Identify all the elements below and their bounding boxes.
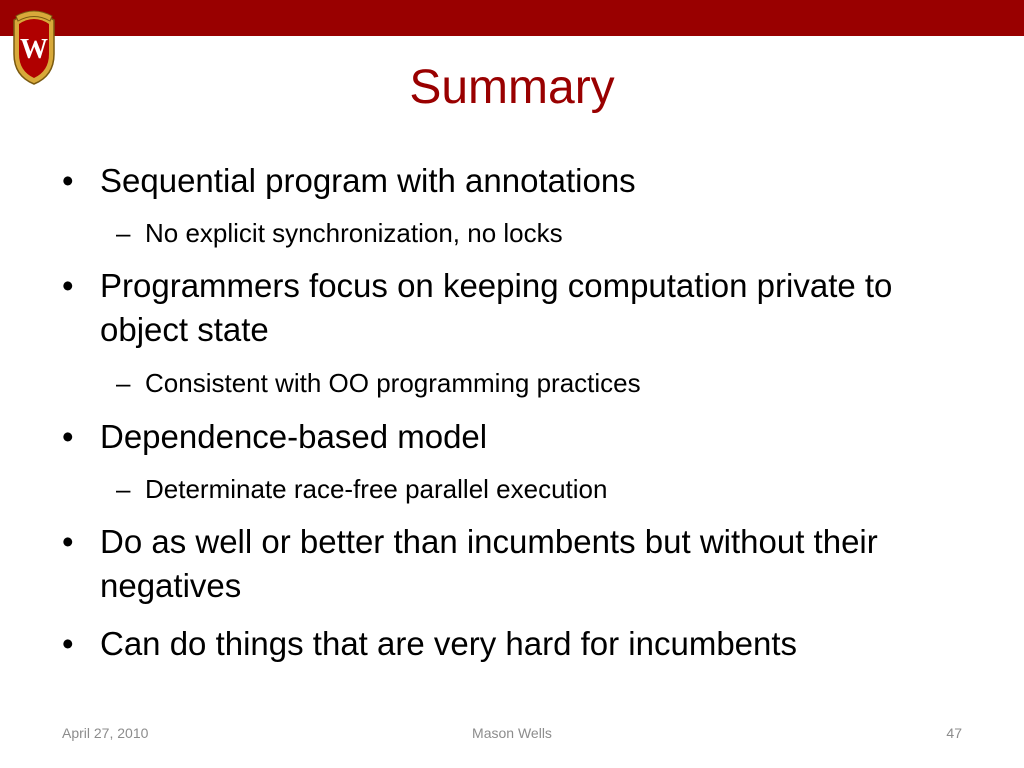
bullet-item [62, 159, 982, 203]
bullet-text: Programmers focus on keeping computation private to object state [100, 267, 893, 348]
bullet-text: Dependence-based model [100, 418, 488, 455]
bullet-text: Do as well or better than incumbents but without their negatives [100, 523, 878, 604]
bullet-icon: • [62, 625, 74, 662]
bullet-item [62, 622, 982, 666]
slide-title: Summary [409, 61, 615, 114]
bullet-icon: • [62, 267, 74, 304]
bullet-icon: • [62, 162, 74, 199]
crest-letter: W [20, 34, 48, 65]
bullet-item [62, 415, 982, 459]
bullet-text: Sequential program with annotations [100, 162, 636, 199]
bullet-item [62, 520, 982, 608]
footer-author: Mason Wells [472, 725, 552, 741]
sub-bullet-text: No explicit synchronization, no locks [145, 218, 563, 248]
sub-bullet-item [116, 216, 976, 250]
bullet-text: Can do things that are very hard for incumbents [100, 625, 798, 662]
sub-bullet-text: Consistent with OO programming practices [145, 368, 641, 398]
bullet-icon: • [62, 523, 74, 560]
dash-icon: – [116, 218, 131, 248]
sub-bullet-item [116, 366, 976, 400]
bullet-item [62, 264, 982, 352]
dash-icon: – [116, 474, 131, 504]
slide-number: 47 [946, 725, 962, 741]
dash-icon: – [116, 368, 131, 398]
sub-bullet-text: Determinate race-free parallel execution [145, 474, 608, 504]
bullet-icon: • [62, 418, 74, 455]
sub-bullet-item [116, 472, 976, 506]
footer-date: April 27, 2010 [62, 725, 149, 741]
